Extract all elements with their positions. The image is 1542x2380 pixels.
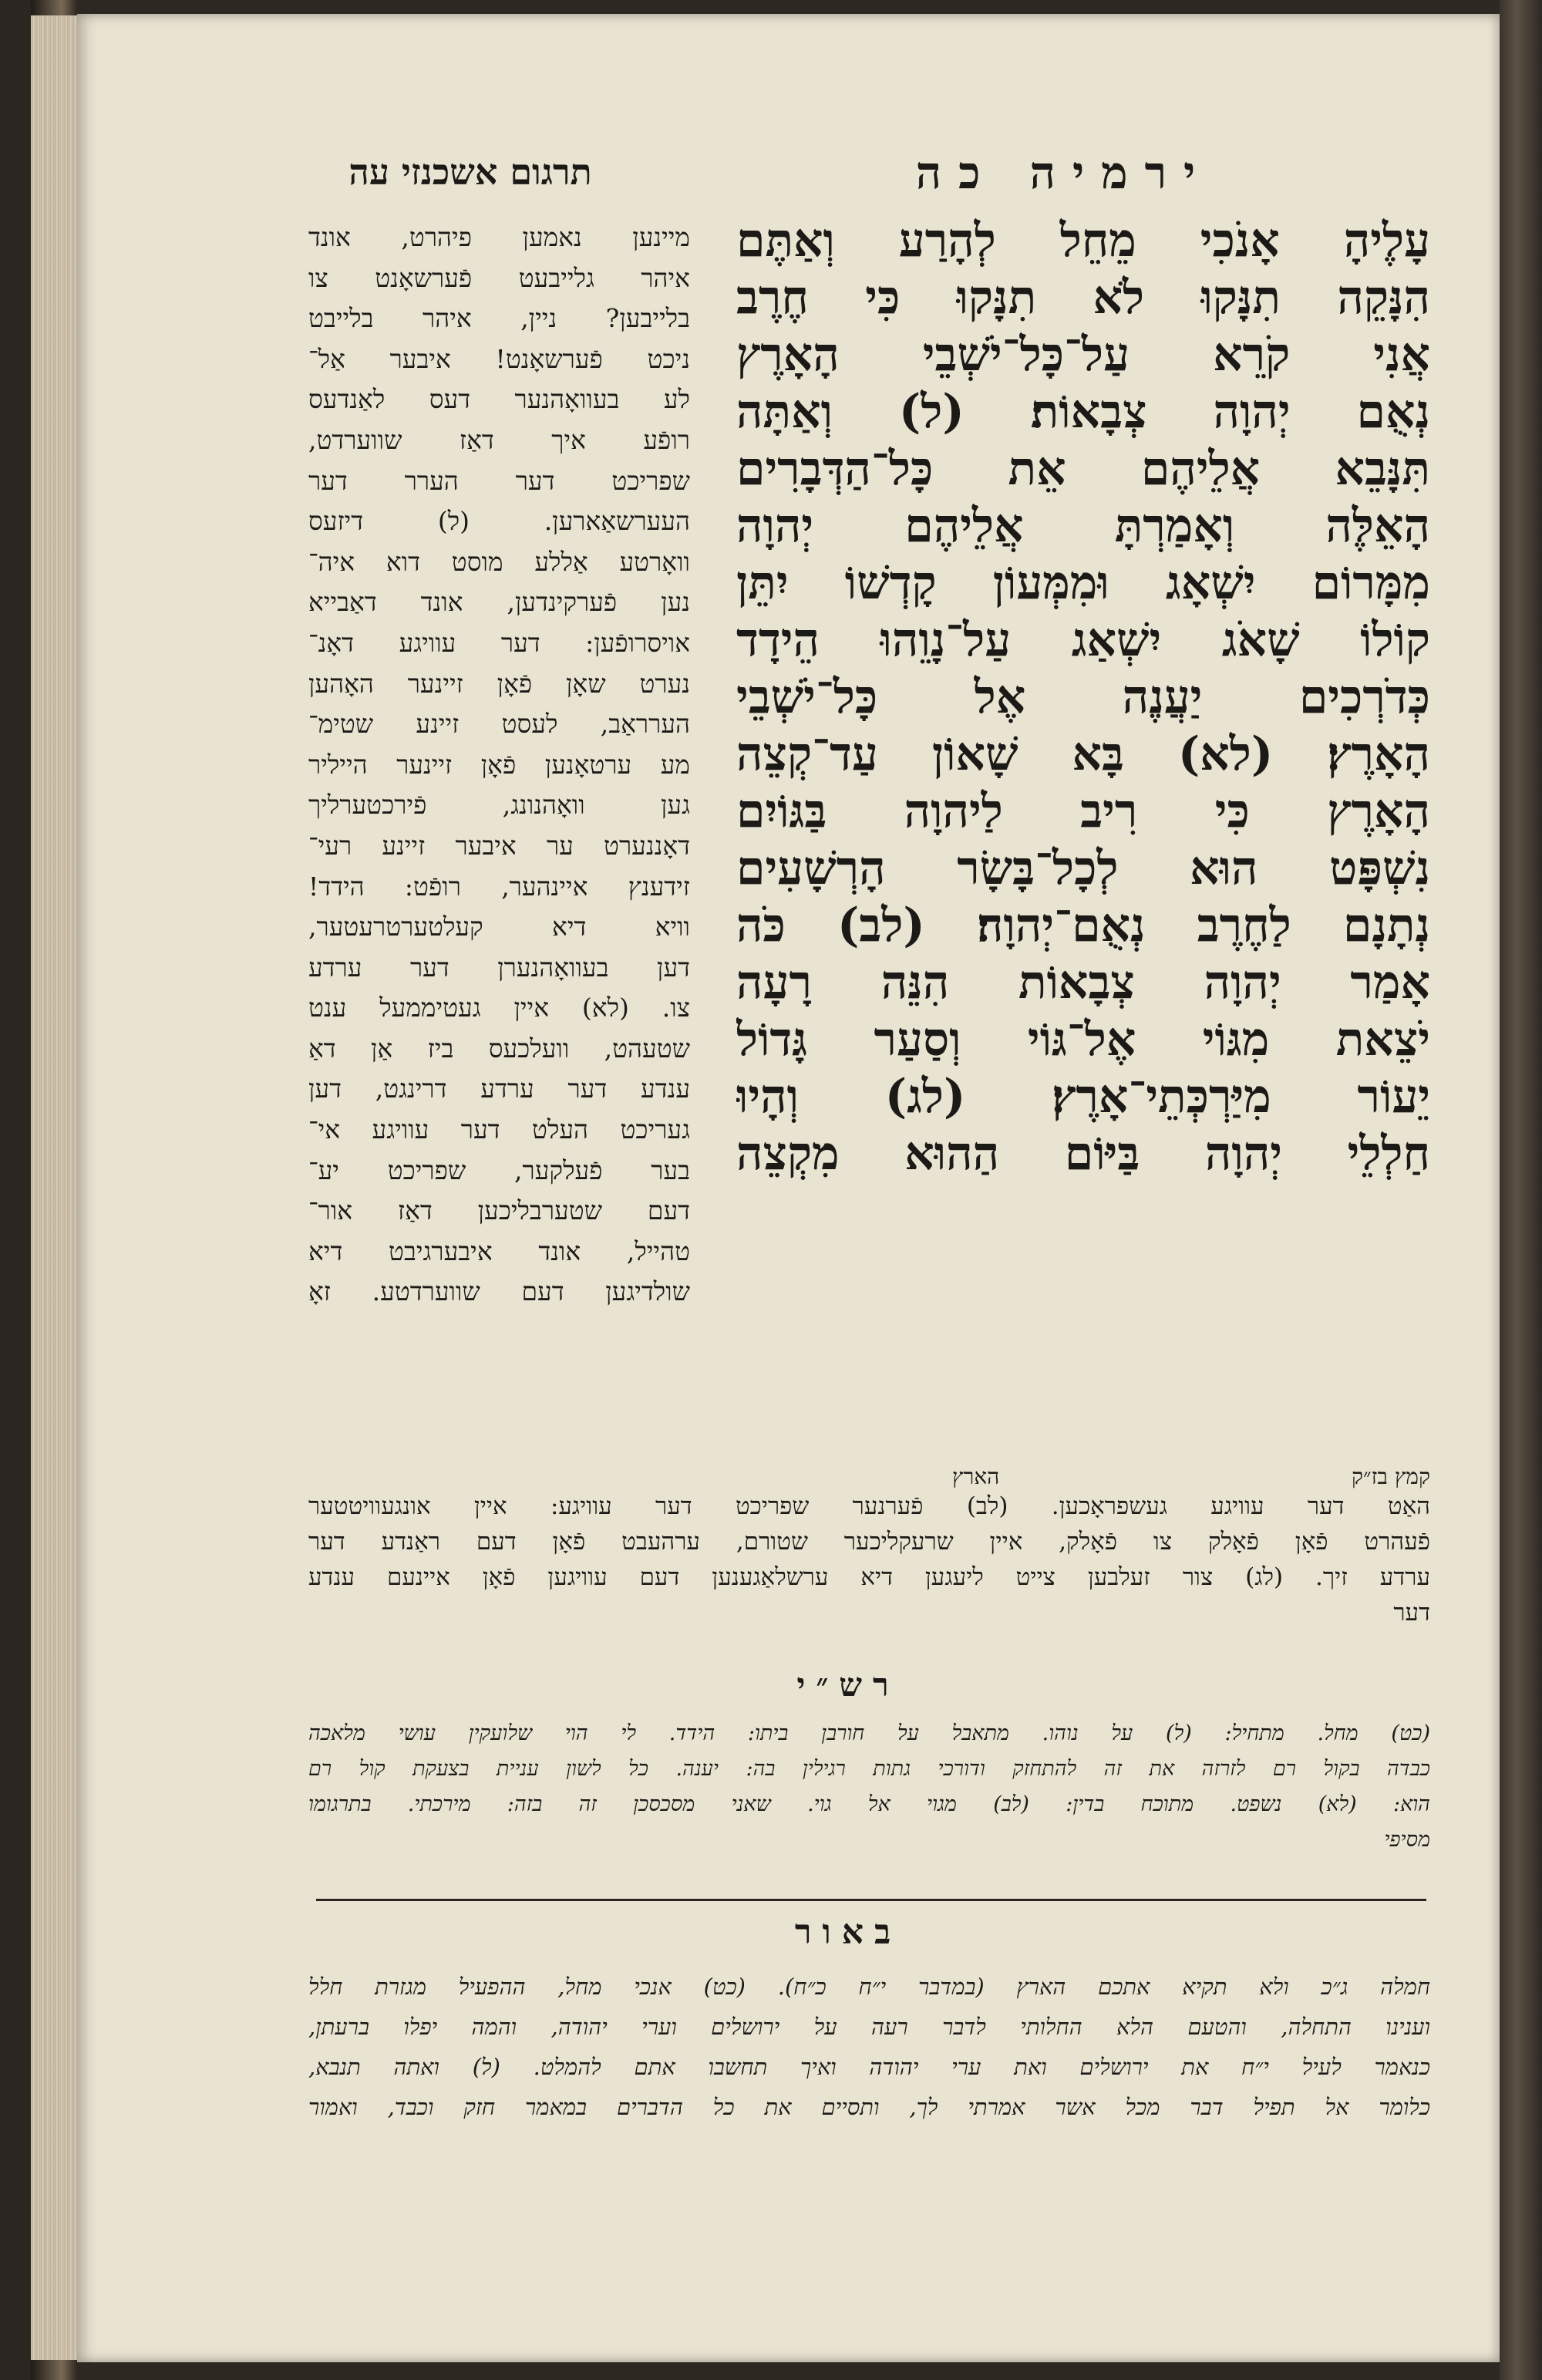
targum-line: ענדע דער ערדע דרינגט, דען [308,1074,690,1104]
continuation-line: פֿעהרט פֿאָן פֿאָלק צו פֿאָלק, איין שרעקליכער שטורם, ערהעבט פֿאָן דעם ראַנדע דער [308,1528,1430,1556]
targum-line: דעם שטערבליכען דאַז אור־ [308,1195,690,1226]
masoretic-note-right: קמץ בז״ק [1352,1464,1430,1489]
targum-line: רופֿע איך דאַז שווערדט, [308,424,690,455]
hebrew-line: נְאֻם יְהוָה צְבָאוֹת׃ (ל) וְאַתָּה [736,385,1430,439]
targum-line: לע בעוואָהנער דעס לאַנדעס [308,384,690,415]
hebrew-line: תִּנָּבֵא אֲלֵיהֶם אֵת כָּל־הַדְּבָרִים [736,442,1430,496]
targum-line: גען וואָהנונג, פֿירכטערליך [308,790,690,821]
hebrew-line: אָמַר יְהוָה צְבָאוֹת הִנֵּה רָעָה [736,956,1430,1010]
targum-column [308,217,690,1482]
rashi-title: רש״י [796,1666,900,1704]
hebrew-line: חַלְלֵי יְהוָה בַּיּוֹם הַהוּא מִקְצֵה [736,1127,1430,1181]
rashi-commentary [308,1716,1430,1870]
targum-continuation [308,1488,1430,1643]
targum-line: בער פֿעלקער, שפריכט יע־ [308,1155,690,1185]
targum-line: געריכט העלט דער עוויגע אי־ [308,1114,690,1145]
continuation-line: ערדע זיך. (לג) צור זעלבען צייט ליעגען דיא ערשלאַגענען דעם עוויגען פֿאָן איינעם ענדע [308,1563,1430,1591]
rashi-line: הוא: (לא) נשפט. מתוכח בדין: (לב) מגוי אל גוי. שאני מסכסכן זה בזה: מירכתי. בתרגומו [308,1792,1430,1816]
continuation-line: האַט דער עוויגע געשפראָכען. (לב) פֿערנער שפריכט דער עוויגע: איין אונגעוויטטער [308,1492,1430,1520]
targum-line: העערשאַארען. (ל) דיזעס [308,506,690,537]
hebrew-line: נְתָנָם לַחֶרֶב נְאֻם־יְהוָה׃ (לב) כֹּה [736,898,1430,952]
targum-line: וואָרטע אַללע מוסט דוא איה־ [308,546,690,577]
catchword: הארץ [952,1464,1000,1489]
targum-line: ניכט פֿערשאָנט! איבער אַל־ [308,343,690,374]
hebrew-line: יֵעוֹר מִיַּרְכְּתֵי־אָרֶץ׃ (לג) וְהָיוּ [736,1070,1430,1124]
targum-line: שולדיגען דעם שווערדטע. זאָ [308,1276,690,1307]
hebrew-text-column [736,212,1430,1477]
hebrew-line: כְּדֹרְכִים יַעֲנֶה אֶל כָּל־יֹשְׁבֵי [736,670,1430,724]
hebrew-line: אֲנִי קֹרֵא עַל־כָּל־יֹשְׁבֵי הָאָרֶץ [736,328,1430,382]
targum-line: מיינען נאמען פיהרט, אונד [308,222,690,252]
rashi-line: כבדה בקול רם לזרזה את זה להתחזק ודורכי גתות רגילין בה: יענה. כל לשון עניית בצעקת קול רם [308,1757,1430,1781]
continuation-line: דער [1393,1599,1430,1627]
targum-line: נען פֿערקינדען, אונד דאַבייא [308,587,690,618]
targum-line: טהייל, אונד איבערגיבט דיא [308,1236,690,1266]
biur-line: כלומר אל תפיל דבר מכל אשר אמרתי לך, ותסיים את כל הדברים במאמר חזק וכבד, ואמור [308,2094,1430,2120]
targum-line: איהר גלייבעט פֿערשאָנט צו [308,262,690,293]
hebrew-line: הָאָרֶץ׃ (לא) בָּא שָׁאוֹן עַד־קְצֵה [736,727,1430,781]
targum-line: דען בעוואָהנערן דער ערדע [308,952,690,983]
biur-commentary [308,1967,1430,2136]
biur-line: כנאמר לעיל י״ח את ירושלים ואת ערי יהודה ואיך תחשבו אתם להמלט. (ל) ואתה תנבא, [308,2054,1430,2080]
rashi-line: מסיפי [1384,1828,1430,1852]
targum-line: הערראַב, לעסט זיינע שטימ־ [308,709,690,740]
biur-line: חמלה ג״כ ולא תקיא אתכם הארץ (במדבר י״ח כ״ח). (כט) אנכי מחל, ההפעיל מגזרת חלל [308,1974,1430,2000]
targum-line: שפריכט דער הערר דער [308,465,690,496]
hebrew-line: הָאֵלֶּה וְאָמַרְתָּ אֲלֵיהֶם יְהוָה [736,499,1430,553]
targum-line: אויסרופֿען: דער עוויגע דאָנ־ [308,627,690,658]
hebrew-line: הָאָרֶץ כִּי רִיב לַיהוָה בַּגּוֹיִם [736,784,1430,838]
hebrew-line: הִנָּקֵה תִנָּקוּ לֹא תִנָּקוּ כִּי חֶרֶב [736,271,1430,325]
next-page-edge [1500,0,1542,2380]
chapter-header: ירמיה כה [915,147,1213,199]
targum-line: שטעהט, וועלכעס ביז אַן דאַ [308,1033,690,1064]
biur-line: וענינו התחלה, והטעם הלא החלותי לדבר רעה על ירושלים וערי יהודה, והמה יפלו ברעתן, [308,2014,1430,2040]
hebrew-line: יֹצֵאת מִגּוֹי אֶל־גּוֹי וְסַעַר גָּדוֹל [736,1013,1430,1067]
targum-line: מע ערטאָנען פֿאָן זיינער הייליר [308,749,690,780]
rashi-line: (כט) מחל. מתחיל: (ל) על נוהו. מתאבל על חורבן ביתו: הידד. לי הוי שלועקין עושי מלאכה [308,1721,1430,1745]
biur-title: באור [794,1913,902,1952]
hebrew-line: עָלֶיהָ אָנֹכִי מֵחֵל לְהָרַע וְאַתֶּם [736,214,1430,268]
hebrew-line: מִמָּרוֹם יִשְׁאָג וּמִמְּעוֹן קָדְשׁוֹ יִתֵּן [736,556,1430,610]
targum-line: זידענץ איינהער, רופֿט: הידד! [308,871,690,902]
hebrew-line: נִשְׁפָּט הוּא לְכָל־בָּשָׂר הָרְשָׁעִים [736,841,1430,895]
page-edges [31,15,79,2360]
targum-line: נערט שאָן פֿאָן זיינער האָהען [308,668,690,699]
targum-header: תרגום אשכנזי עה [348,151,592,193]
hebrew-line: קוֹלוֹ שָׁאֹג יִשְׁאַג עַל־נָוֵהוּ הֵידָד [736,613,1430,667]
targum-line: דאָננערט ער איבער זיינע רעי־ [308,830,690,861]
targum-line: בלייבען? ניין, איהר בלייבט [308,303,690,334]
targum-line: וויא דיא קעלטערטרעטער, [308,912,690,942]
targum-line: צו. (לא) איין געטיממעל ענט [308,993,690,1023]
section-divider [316,1899,1426,1901]
